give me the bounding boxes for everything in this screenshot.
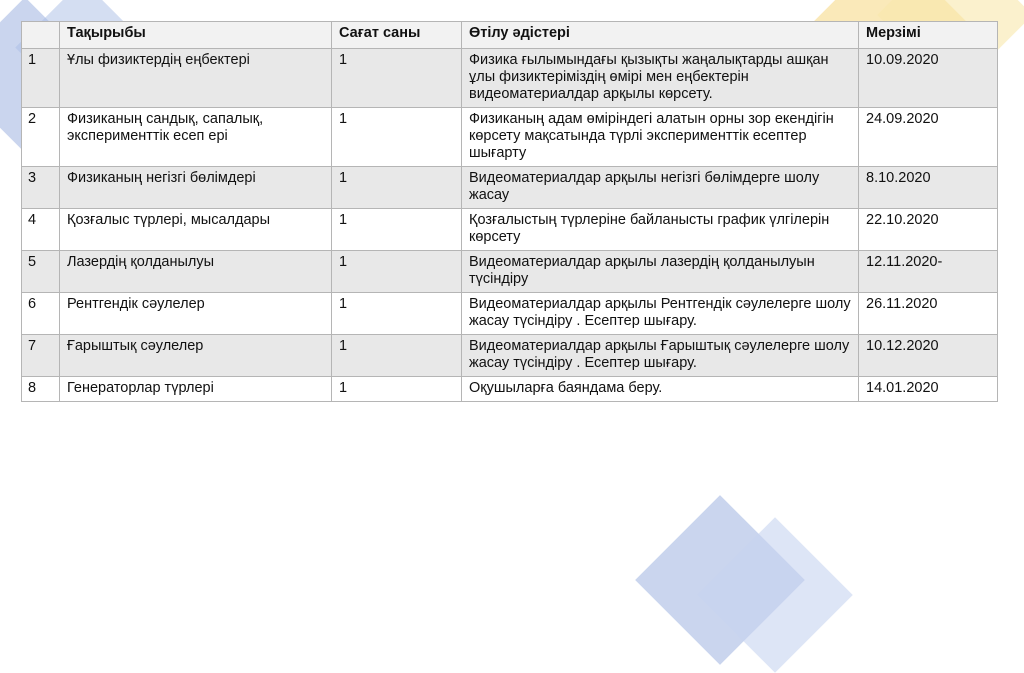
table-row — [22, 293, 998, 335]
table-row — [22, 335, 998, 377]
table-row — [22, 377, 998, 402]
row-date: 10.09.2020 — [859, 49, 998, 108]
row-methods: Видеоматериалдар арқылы Рентгендік сәулелерге шолу жасау түсіндіру . Есептер шығару. — [462, 293, 859, 335]
row-date: 14.01.2020 — [859, 377, 998, 402]
row-hours: 1 — [332, 167, 462, 209]
header-methods: Өтілу әдістері — [462, 22, 859, 49]
table-header-row — [22, 22, 998, 49]
row-topic: Физиканың негізгі бөлімдері — [60, 167, 332, 209]
row-methods: Видеоматериалдар арқылы Ғарыштық сәулелерге шолу жасау түсіндіру . Есептер шығару. — [462, 335, 859, 377]
row-methods: Физика ғылымындағы қызықты жаңалықтарды ашқан ұлы физиктеріміздің өмірі мен еңбектерін видеоматериалдар арқылы көрсету. — [462, 49, 859, 108]
row-hours: 1 — [332, 251, 462, 293]
row-hours: 1 — [332, 209, 462, 251]
row-number: 7 — [22, 335, 60, 377]
row-date: 24.09.2020 — [859, 108, 998, 167]
row-hours: 1 — [332, 377, 462, 402]
row-methods: Видеоматериалдар арқылы негізгі бөлімдерге шолу жасау — [462, 167, 859, 209]
row-topic: Қозғалыс түрлері, мысалдары — [60, 209, 332, 251]
row-hours: 1 — [332, 293, 462, 335]
row-methods: Оқушыларға баяндама беру. — [462, 377, 859, 402]
table-row — [22, 209, 998, 251]
row-methods: Қозғалыстың түрлеріне байланысты график үлгілерін көрсету — [462, 209, 859, 251]
row-number: 8 — [22, 377, 60, 402]
header-number — [22, 22, 60, 49]
row-date: 8.10.2020 — [859, 167, 998, 209]
row-hours: 1 — [332, 49, 462, 108]
header-date: Мерзімі — [859, 22, 998, 49]
row-number: 3 — [22, 167, 60, 209]
row-topic: Ұлы физиктердің еңбектері — [60, 49, 332, 108]
row-number: 2 — [22, 108, 60, 167]
row-number: 5 — [22, 251, 60, 293]
row-number: 6 — [22, 293, 60, 335]
row-hours: 1 — [332, 335, 462, 377]
row-topic: Рентгендік сәулелер — [60, 293, 332, 335]
row-date: 26.11.2020 — [859, 293, 998, 335]
table-row — [22, 108, 998, 167]
row-date: 10.12.2020 — [859, 335, 998, 377]
row-methods: Видеоматериалдар арқылы лазердің қолданылуын түсіндіру — [462, 251, 859, 293]
row-methods: Физиканың адам өміріндегі алатын орны зор екендігін көрсету мақсатында түрлі эксперименттік есептер шығарту — [462, 108, 859, 167]
table-row — [22, 251, 998, 293]
row-date: 12.11.2020- — [859, 251, 998, 293]
row-number: 4 — [22, 209, 60, 251]
row-topic: Лазердің қолданылуы — [60, 251, 332, 293]
schedule-table — [21, 21, 998, 402]
row-hours: 1 — [332, 108, 462, 167]
row-number: 1 — [22, 49, 60, 108]
row-date: 22.10.2020 — [859, 209, 998, 251]
row-topic: Ғарыштық сәулелер — [60, 335, 332, 377]
table-row — [22, 167, 998, 209]
header-hours: Сағат саны — [332, 22, 462, 49]
row-topic: Генераторлар түрлері — [60, 377, 332, 402]
header-topic: Тақырыбы — [60, 22, 332, 49]
row-topic: Физиканың сандық, сапалық, эксперименттік есеп ері — [60, 108, 332, 167]
table-row — [22, 49, 998, 108]
